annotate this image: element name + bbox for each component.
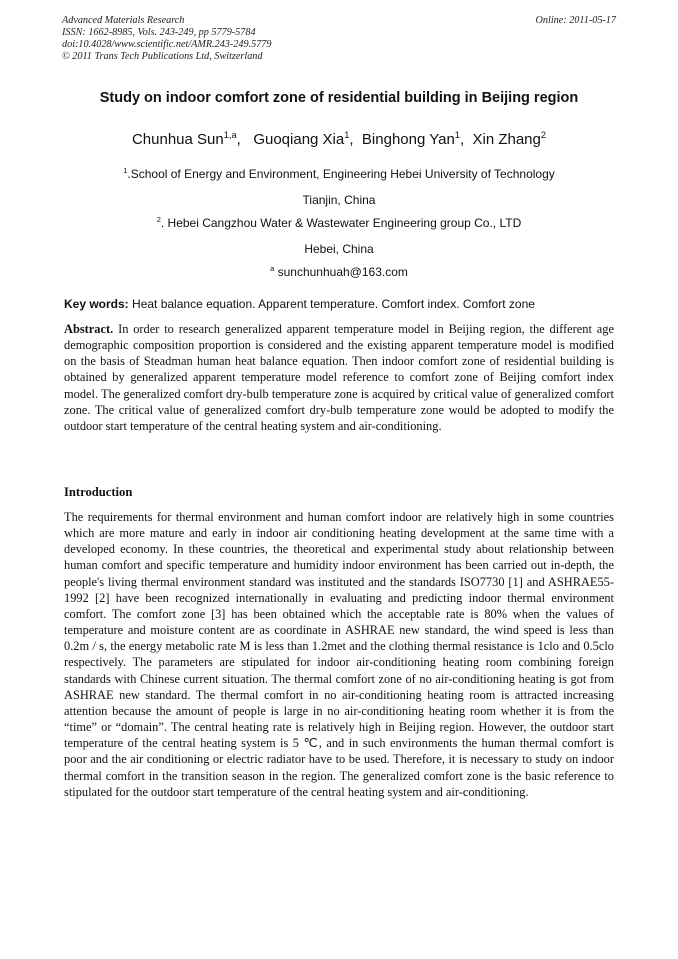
author-name: Binghong Yan xyxy=(361,131,455,148)
author-name: Xin Zhang xyxy=(472,131,541,148)
keywords xyxy=(64,297,614,311)
author-name: Chunhua Sun xyxy=(131,131,224,148)
doi-line: doi:10.4028/www.scientific.net/AMR.243-249.5779 xyxy=(62,39,272,50)
author-list xyxy=(30,131,648,148)
section-heading-introduction: Introduction xyxy=(64,485,133,499)
abstract xyxy=(64,321,614,434)
affiliation-text: . Hebei Cangzhou Water & Wastewater Engineering group Co., LTD xyxy=(160,216,522,230)
affiliation-1 xyxy=(30,167,648,181)
author-name: Guoqiang Xia xyxy=(253,131,345,148)
keywords-label: Key words: xyxy=(64,297,129,311)
abstract-text: In order to research generalized apparent temperature model in Beijing region, the different age demographic composition proportion is considered and the existing apparent temperature model is modified on the basis of Steadman human heat balance equation. Then indoor comfort zone of residential building is obtained by generalized apparent temperature model reference to comfort zone of Beijing comfort index model. The generalized comfort dry-bulb temperature zone is acquired by critical value of generalized comfort zone. The critical value of generalized comfort dry-bulb temperature zone would be adopted to modify the outdoor start temperature of the central heating system and air-conditioning. xyxy=(64,322,614,433)
affiliation-mark: 1 xyxy=(123,166,128,175)
email-address: sunchunhuah@163.com xyxy=(274,265,408,279)
journal-header xyxy=(62,15,616,63)
keywords-text: Heat balance equation. Apparent temperature. Comfort index. Comfort zone xyxy=(128,297,535,311)
issn-line: ISSN: 1662-8985, Vols. 243-249, pp 5779-5784 xyxy=(62,27,256,38)
journal-name: Advanced Materials Research xyxy=(62,15,185,26)
paper-title: Study on indoor comfort zone of residential building in Beijing region xyxy=(99,90,579,106)
affiliation-text: .School of Energy and Environment, Engineering Hebei University of Technology xyxy=(127,167,555,181)
email-mark: a xyxy=(270,264,275,273)
online-date: Online: 2011-05-17 xyxy=(535,15,616,26)
email-line xyxy=(30,265,648,279)
introduction-paragraph: The requirements for thermal environment and human comfort indoor are relatively high in some countries which are more mature and early in indoor air conditioning heating development at the same time with a developed economy. In these countries, the theoretical and experimental study about relationship between human comfort and specific temperature and humidity indoor environment has been carried out in-depth, the people's living thermal environment standard was instituted and the standards ISO7730 [1] and ASHRAE55-1992 [2] have been recognized internationally in evaluating and predicting indoor thermal environment comfort. The comfort zone [3] has been obtained which the acceptable rate is 80% when the values of temperature and moisture content are as coordinate in ASHRAE new standard, the wind speed is less than 0.2m / s, the energy metabolic rate M is less than 1.2met and the clothing thermal resistance is 1clo and 0.5clo respectively. The parameters are stipulated for indoor air-conditioning heating room combining foreign standards with Chinese current situation. The thermal comfort zone of no air-conditioning heating is got from ASHRAE new standard. The thermal comfort in no air-conditioning heating room is attracted increasing attention because the amount of people is large in no air-conditioning heating room whether it is from the “time” or “domain”. The central heating rate is relatively high in Beijing region. However, the outdoor start temperature of the central heating system is 5 ℃, and in such environments the human thermal comfort is poor and the air conditioning or electric radiator have to be used. Therefore, it is necessary to study on indoor thermal comfort in the transition season in the region. The generalized comfort zone is the basic reference to stipulated for the outdoor start temperature of the central heating system and air-conditioning. xyxy=(64,510,614,799)
author-affiliation-mark: 2 xyxy=(540,130,547,140)
author-affiliation-mark: 1 xyxy=(454,130,460,140)
affiliation-2-city: Hebei, China xyxy=(304,242,374,256)
affiliation-mark: 2 xyxy=(156,215,161,224)
author-separator: , xyxy=(349,131,358,148)
author-affiliation-mark: 1 xyxy=(344,130,350,140)
affiliation-1-city: Tianjin, China xyxy=(302,193,376,207)
copyright-line: © 2011 Trans Tech Publications Ltd, Switzerland xyxy=(62,51,263,62)
author-affiliation-mark: 1,a xyxy=(223,130,237,140)
author-separator: , xyxy=(459,131,469,148)
author-separator: , xyxy=(236,131,250,148)
affiliation-2 xyxy=(30,216,648,230)
abstract-label: Abstract. xyxy=(64,322,114,336)
